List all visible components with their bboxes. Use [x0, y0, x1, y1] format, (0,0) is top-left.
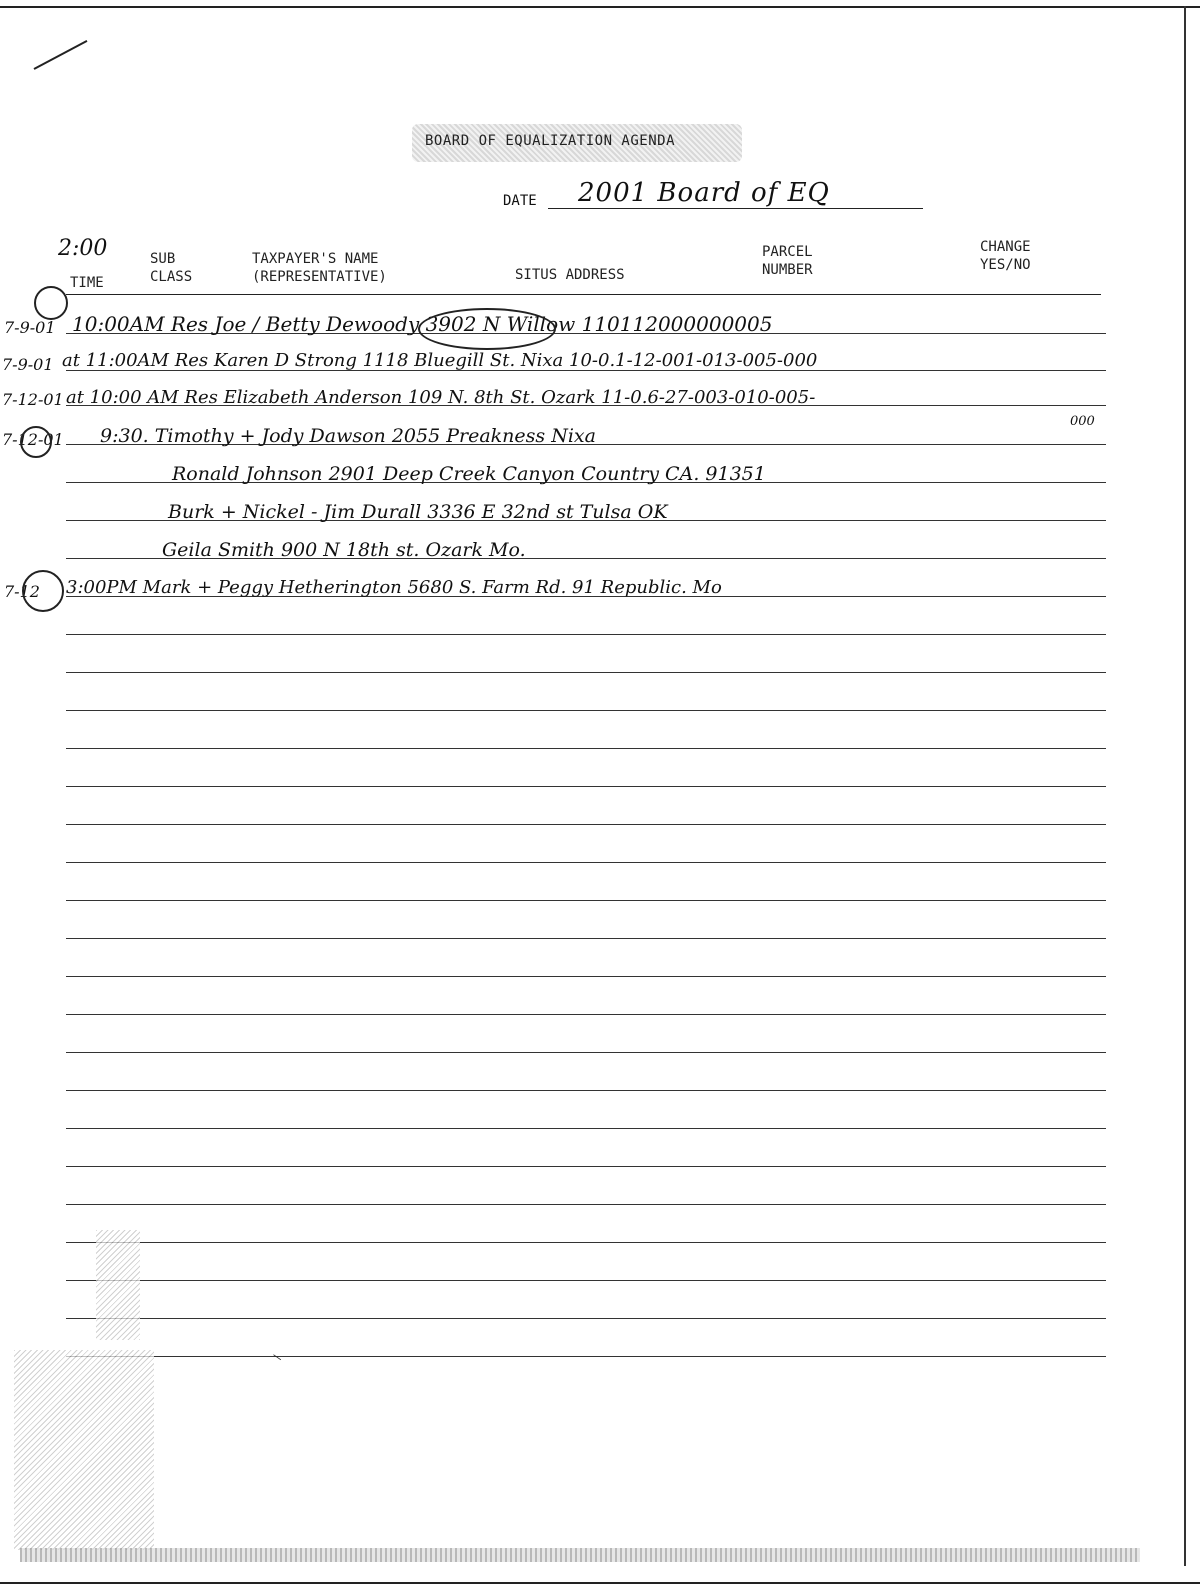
scan-noise-strip — [20, 1548, 1140, 1562]
ruled-line — [66, 1052, 1106, 1053]
ruled-line — [66, 976, 1106, 977]
circle-annotation — [20, 426, 52, 458]
top-border — [0, 6, 1200, 8]
ruled-line — [66, 786, 1106, 787]
scan-speckle — [14, 1350, 154, 1550]
date-label: DATE — [503, 193, 537, 209]
stray-mark: — — [269, 1350, 285, 1365]
bottom-border — [0, 1582, 1200, 1584]
page-title: BOARD OF EQUALIZATION AGENDA — [425, 133, 676, 149]
date-underline — [548, 208, 923, 209]
header-time-handwritten: 2:00 — [58, 236, 108, 261]
header-taxpayer-name: TAXPAYER'S NAME (REPRESENTATIVE) — [252, 251, 387, 285]
circle-annotation — [34, 286, 68, 320]
ruled-line — [66, 634, 1106, 635]
entry-text: 10:00AM Res Joe / Betty Dewoody 3902 N Willow 110112000000005 — [72, 312, 773, 336]
ruled-line — [66, 1014, 1106, 1015]
ruled-line — [66, 1128, 1106, 1129]
ruled-line — [66, 938, 1106, 939]
ruled-line — [66, 672, 1106, 673]
entry-date: 7-9-01 — [2, 355, 54, 374]
ruled-line — [66, 1166, 1106, 1167]
header-parcel-number: PARCEL NUMBER — [762, 244, 813, 278]
entry-text: Geila Smith 900 N 18th st. Ozark Mo. — [162, 539, 526, 561]
entry-text: Ronald Johnson 2901 Deep Creek Canyon Country CA. 91351 — [172, 463, 766, 485]
ruled-line — [66, 1280, 1106, 1281]
entry-date: 7-9-01 — [4, 318, 56, 337]
header-time: TIME — [70, 275, 104, 291]
ruled-line — [66, 1318, 1106, 1319]
entry-text: 3:00PM Mark + Peggy Hetherington 5680 S. Farm Rd. 91 Republic. Mo — [66, 577, 722, 598]
header-sub-class: SUB CLASS — [150, 251, 193, 285]
header-change: CHANGE YES/NO — [980, 239, 1031, 273]
ruled-line — [66, 1356, 1106, 1357]
ruled-line — [66, 1242, 1106, 1243]
ruled-line — [66, 1204, 1106, 1205]
entry-text: Burk + Nickel - Jim Durall 3336 E 32nd st Tulsa OK — [168, 501, 668, 523]
date-value: 2001 Board of EQ — [578, 178, 830, 208]
ruled-line — [66, 1090, 1106, 1091]
entry-date: 7-12-01 — [2, 390, 64, 409]
ruled-line — [66, 710, 1106, 711]
entry-date: 7-12 — [4, 582, 40, 601]
circle-annotation — [22, 570, 64, 612]
ruled-line — [66, 862, 1106, 863]
entry-text: 9:30. Timothy + Jody Dawson 2055 Preakness Nixa — [100, 425, 596, 447]
ruled-line — [66, 824, 1106, 825]
ruled-line — [66, 900, 1106, 901]
ruled-line — [66, 748, 1106, 749]
entry-text: 000 — [1070, 414, 1095, 429]
corner-pen-stroke — [34, 40, 88, 70]
entry-text: at 10:00 AM Res Elizabeth Anderson 109 N. 8th St. Ozark 11-0.6-27-003-010-005- — [66, 387, 816, 408]
entry-date: 7-12-01 — [2, 430, 64, 449]
entry-text: at 11:00AM Res Karen D Strong 1118 Bluegill St. Nixa 10-0.1-12-001-013-005-000 — [62, 350, 818, 371]
scan-speckle — [96, 1230, 140, 1340]
circle-annotation — [418, 308, 556, 350]
header-rule — [66, 294, 1101, 295]
header-situs-address: SITUS ADDRESS — [515, 267, 625, 283]
right-border — [1184, 6, 1186, 1566]
